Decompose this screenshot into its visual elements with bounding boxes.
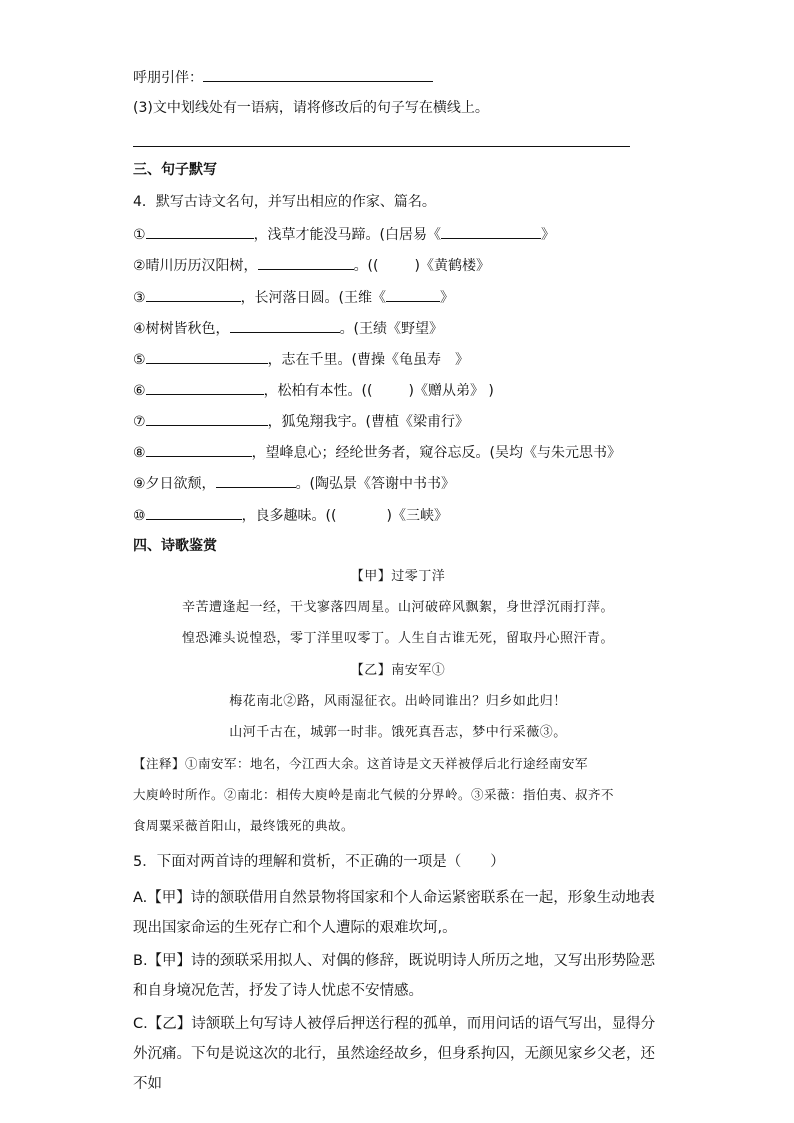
annotation-line: 食周粟采薇首阳山，最终饿死的典故。	[133, 818, 355, 833]
question-5-stem: 5．下面对两首诗的理解和赏析，不正确的一项是（ ）	[133, 854, 505, 870]
item-text: ，良多趣味。((	[241, 508, 337, 524]
item-text: ④树树皆秋色，	[133, 321, 230, 337]
answer-blank[interactable]	[230, 317, 340, 333]
item-text: ⑥	[133, 383, 146, 399]
poem-a-line: 辛苦遭逢起一经，干戈寥落四周星。山河破碎风飘絮，身世浮沉雨打萍。	[181, 600, 614, 615]
item-text: ，狐兔翔我宇。(曹植《梁甫行》	[267, 414, 470, 430]
option-c[interactable]: C.【乙】诗颔联上句写诗人被俘后押送行程的孤单，而用问话的语气写出，显得分外沉痛。下句是说这次的北行，虽然途经故乡，但身系拘囚，无颜见家乡父老，还不如	[133, 1016, 656, 1092]
friends-label: 呼朋引伴：	[133, 70, 203, 86]
item-text: )《赠从弟》 )	[408, 383, 494, 399]
option-b[interactable]: B.【甲】诗的颈联采用拟人、对偶的修辞，既说明诗人所历之地，又写出形势险恶和自身境况危苦，抒发了诗人忧虑不安情感。	[133, 953, 656, 999]
item-text: 。((	[353, 258, 379, 274]
item-text: ，志在千里。(曹操《龟虽寿 》	[267, 352, 470, 368]
recite-item-5	[133, 348, 469, 370]
section-title-4: 四、诗歌鉴赏	[133, 538, 217, 554]
recite-item-9	[133, 472, 455, 494]
answer-blank[interactable]	[146, 441, 252, 457]
item-text: 。(陶弘景《答谢中书书》	[295, 476, 456, 492]
recite-item-7	[133, 410, 469, 432]
poem-b-line: 山河千古在，城郭一时非。饿死真吾志，梦中行采薇③。	[229, 725, 567, 740]
fill-line-friends	[133, 66, 433, 88]
item-text: ，浅草才能没马蹄。(白居易《	[253, 227, 442, 243]
answer-blank[interactable]	[386, 286, 440, 302]
answer-blank[interactable]	[146, 379, 264, 395]
recite-item-10	[133, 504, 448, 526]
item-text: ①	[133, 227, 146, 243]
item-text: )《黄鹤楼》	[414, 258, 490, 274]
answer-blank[interactable]	[216, 472, 296, 488]
answer-blank[interactable]	[146, 223, 254, 239]
answer-blank[interactable]	[146, 504, 242, 520]
recite-item-8	[133, 441, 621, 463]
answer-blank[interactable]	[146, 348, 268, 364]
recite-item-3	[133, 286, 454, 308]
recite-item-4	[133, 317, 443, 339]
item-text: ③	[133, 290, 146, 306]
item-text: ⑦	[133, 414, 146, 430]
answer-blank[interactable]	[258, 254, 354, 270]
item-text: 》	[541, 227, 556, 243]
item-text: )《三峡》	[386, 508, 448, 524]
question-4-stem: 4．默写古诗文名句，并写出相应的作家、篇名。	[133, 194, 436, 210]
item-text: ⑤	[133, 352, 146, 368]
option-a[interactable]: A.【甲】诗的颔联借用自然景物将国家和个人命运紧密联系在一起，形象生动地表现出国家命运的生死存亡和个人遭际的艰难坎坷,。	[133, 890, 655, 936]
answer-blank[interactable]	[146, 286, 241, 302]
poem-b-title: 【乙】南安军①	[350, 663, 446, 678]
answer-line[interactable]	[133, 146, 630, 147]
poem-a-title: 【甲】过零丁洋	[350, 569, 446, 584]
item-text: ，松柏有本性。((	[263, 383, 373, 399]
recite-item-2	[133, 254, 490, 276]
item-text: ，望峰息心；经纶世务者，窥谷忘反。(吴均《与朱元思书》	[251, 445, 622, 461]
question-3: (3)文中划线处有一语病，请将修改后的句子写在横线上。	[133, 100, 489, 116]
item-text: ⑧	[133, 445, 146, 461]
item-text: ⑨夕日欲颓，	[133, 476, 216, 492]
annotation-line: 大庾岭时所作。②南北：相传大庾岭是南北气候的分界岭。③采薇：指伯夷、叔齐不	[133, 787, 615, 802]
recite-item-6	[133, 379, 494, 401]
item-text: ，长河落日圆。(王维《	[240, 290, 387, 306]
annotation-line: 【注释】①南安军：地名，今江西大余。这首诗是文天祥被俘后北行途经南安军	[133, 756, 589, 771]
recite-item-1	[133, 223, 555, 245]
item-text: 》	[440, 290, 455, 306]
answer-blank[interactable]	[441, 223, 541, 239]
section-title-3: 三、句子默写	[133, 162, 217, 178]
poem-b-line: 梅花南北②路，风雨湿征衣。出岭同谁出？归乡如此归！	[229, 694, 567, 709]
item-text: ⑩	[133, 508, 146, 524]
answer-blank[interactable]	[203, 66, 433, 82]
poem-a-line: 惶恐滩头说惶恐，零丁洋里叹零丁。人生自古谁无死，留取丹心照汗青。	[181, 631, 614, 646]
item-text: ②晴川历历汉阳树，	[133, 258, 258, 274]
item-text: 。(王绩《野望》	[339, 321, 444, 337]
answer-blank[interactable]	[146, 410, 268, 426]
